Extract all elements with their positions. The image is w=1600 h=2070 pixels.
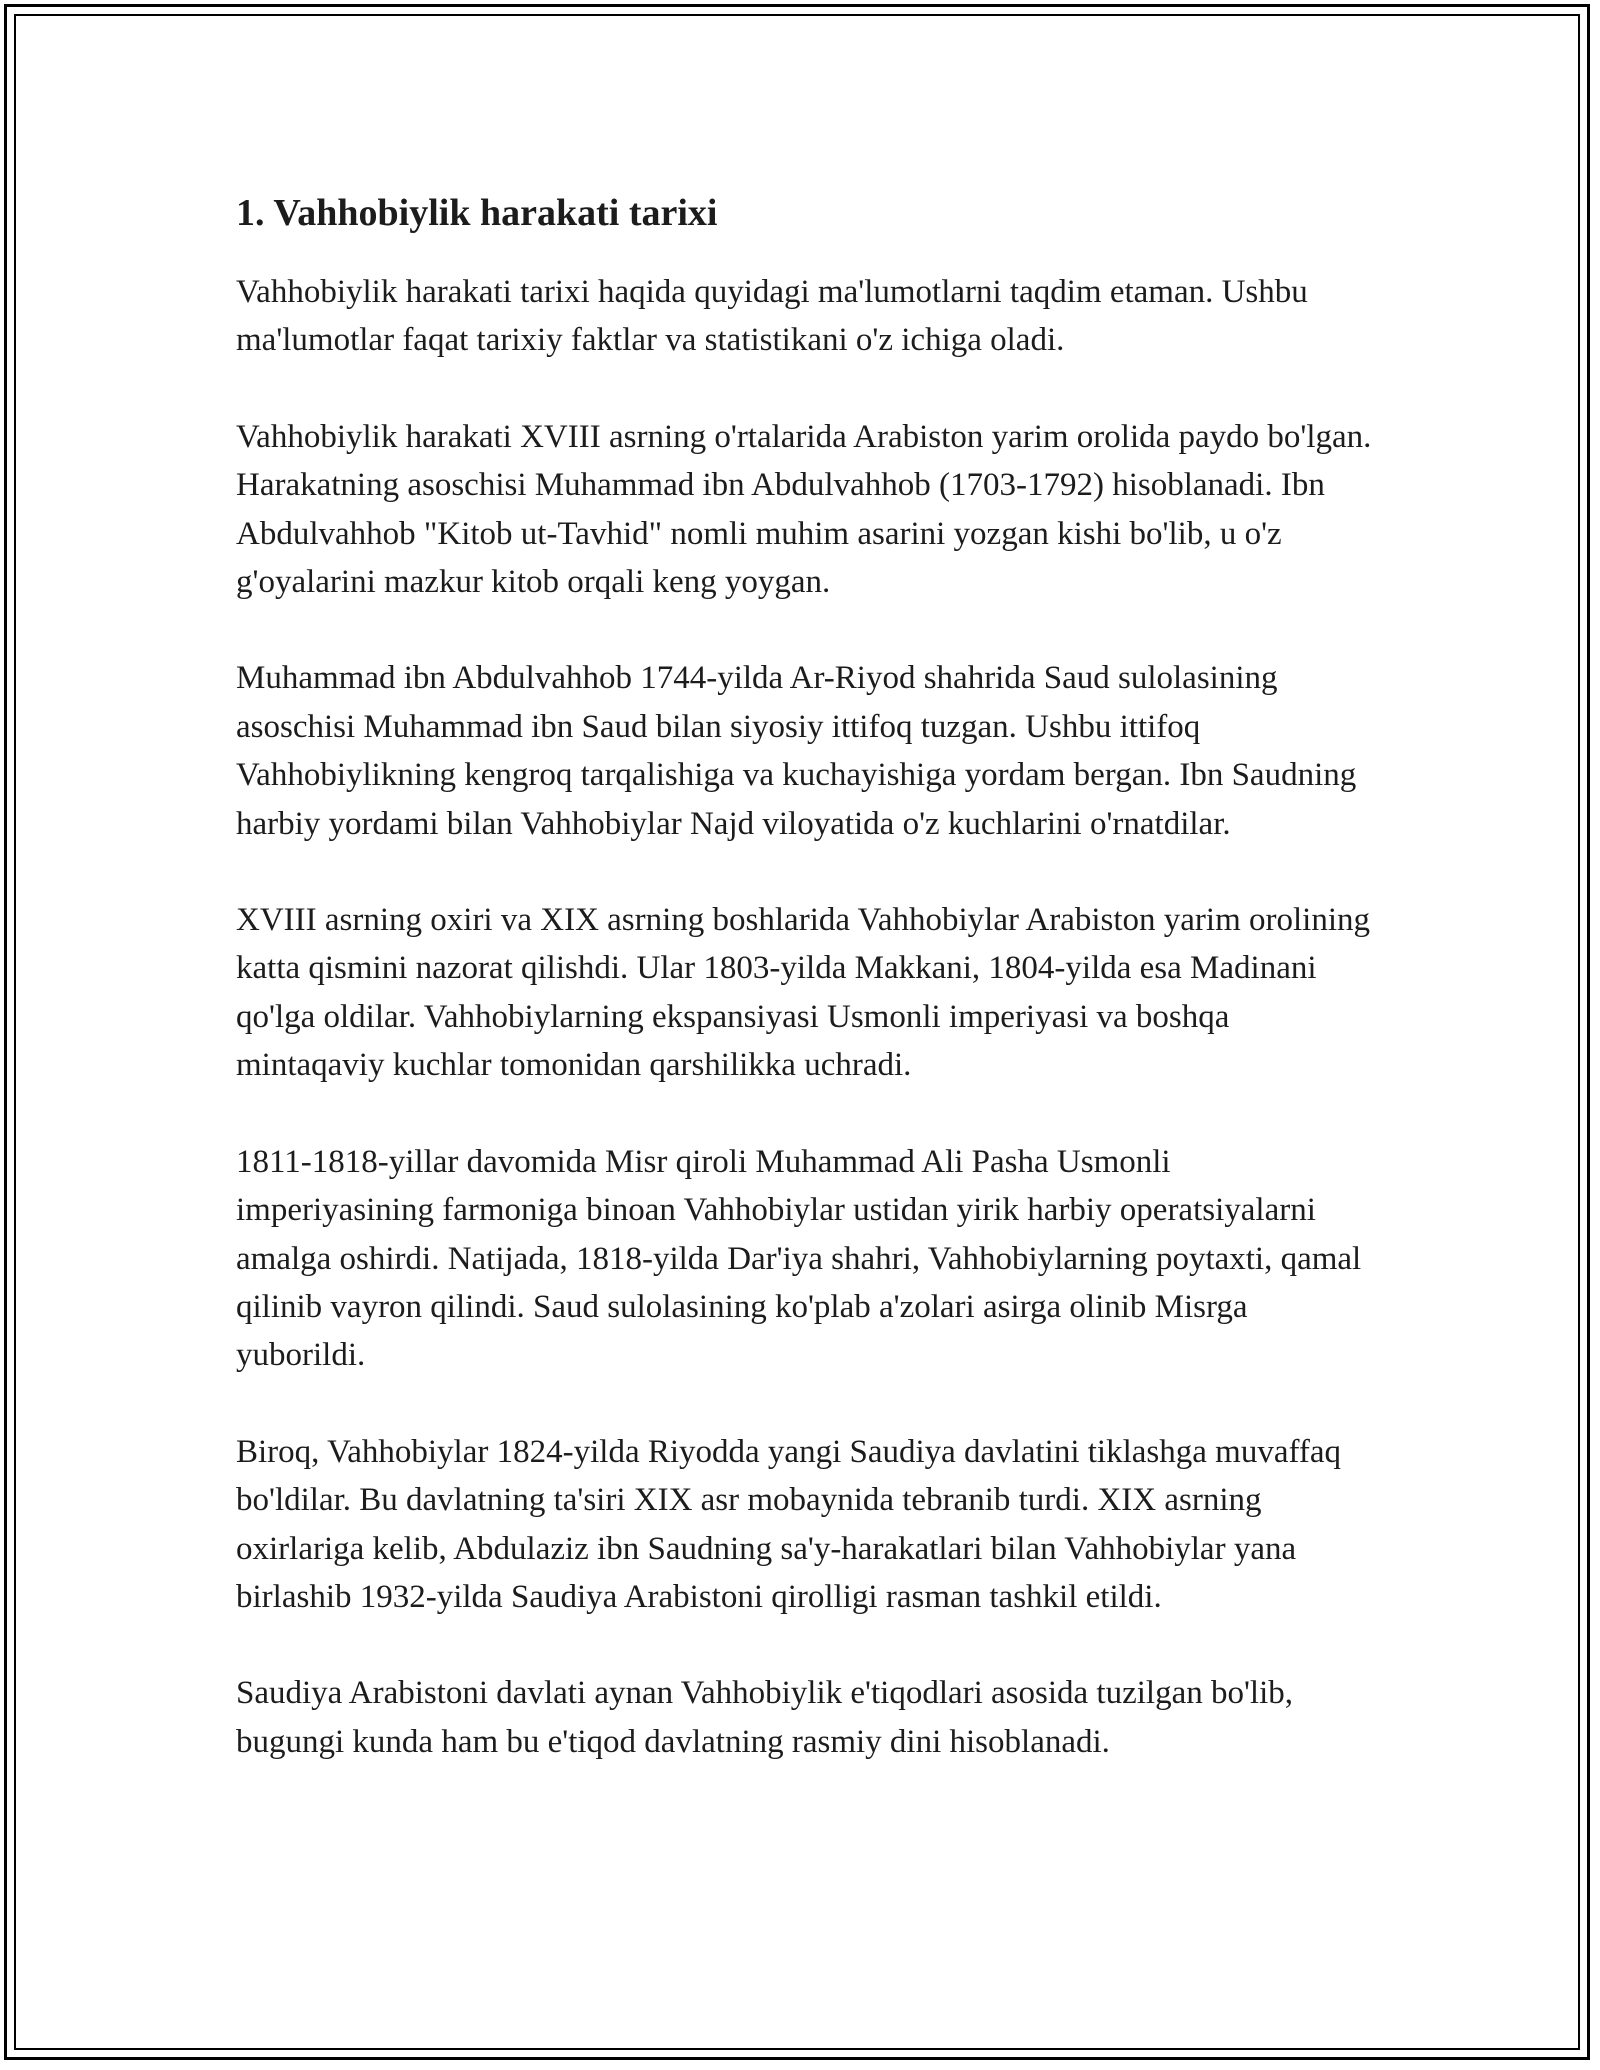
- paragraph-alliance: Muhammad ibn Abdulvahhob 1744-yilda Ar-Riyod shahrida Saud sulolasining asoschisi Muhammad ibn Saud bilan siyosiy ittifoq tuzgan. Ushbu ittifoq Vahhobiylikning kengroq tarqalishiga va kuchayishiga yordam bergan. Ibn Saudning harbiy yordami bilan Vahhobiylar Najd viloyatida o'z kuchlarini o'rnatdilar.: [236, 660, 1357, 842]
- paragraph-expansion: XVIII asrning oxiri va XIX asrning boshlarida Vahhobiylar Arabiston yarim orolining katta qismini nazorat qilishdi. Ular 1803-yilda Makkani, 1804-yilda esa Madinani qo'lga oldilar. Vahhobiylarning ekspansiyasi Usmonli imperiyasi va boshqa mintaqaviy kuchlar tomonidan qarshilikka uchradi.: [236, 902, 1371, 1084]
- document-body: [236, 188, 1376, 1814]
- paragraph-origins: Vahhobiylik harakati XVIII asrning o'rtalarida Arabiston yarim orolida paydo bo'lgan. Harakatning asoschisi Muhammad ibn Abdulvahhob (1703-1792) hisoblanadi. Ibn Abdulvahhob "Kitob ut-Tavhid" nomli muhim asarini yozgan kishi bo'lib, u o'z g'oyalarini mazkur kitob orqali keng yoygan.: [236, 418, 1372, 601]
- paragraph-ottoman-campaign: 1811-1818-yillar davomida Misr qiroli Muhammad Ali Pasha Usmonli imperiyasining farmoniga binoan Vahhobiylar ustidan yirik harbiy operatsiyalarni amalga oshirdi. Natijada, 1818-yilda Dar'iya shahri, Vahhobiylarning poytaxti, qamal qilinib vayron qilindi. Saud sulolasining ko'plab a'zolari asirga olinib Misrga yuborildi.: [236, 1143, 1362, 1374]
- paragraph-intro: Vahhobiylik harakati tarixi haqida quyidagi ma'lumotlarni taqdim etaman. Ushbu ma'lumotlar faqat tarixiy faktlar va statistikani o'z ichiga oladi.: [236, 274, 1308, 359]
- paragraph-restoration: Biroq, Vahhobiylar 1824-yilda Riyodda yangi Saudiya davlatini tiklashga muvaffaq bo'ldilar. Bu davlatning ta'siri XIX asr mobaynida tebranib turdi. XIX asrning oxirlariga kelib, Abdulaziz ibn Saudning sa'y-harakatlari bilan Vahhobiylar yana birlashib 1932-yilda Saudiya Arabistoni qirolligi rasman tashkil etildi.: [236, 1433, 1342, 1615]
- document-title: 1. Vahhobiylik harakati tarixi: [236, 192, 718, 234]
- paragraph-conclusion: Saudiya Arabistoni davlati aynan Vahhobiylik e'tiqodlari asosida tuzilgan bo'lib, bugungi kunda ham bu e'tiqod davlatning rasmiy dini hisoblanadi.: [236, 1675, 1294, 1760]
